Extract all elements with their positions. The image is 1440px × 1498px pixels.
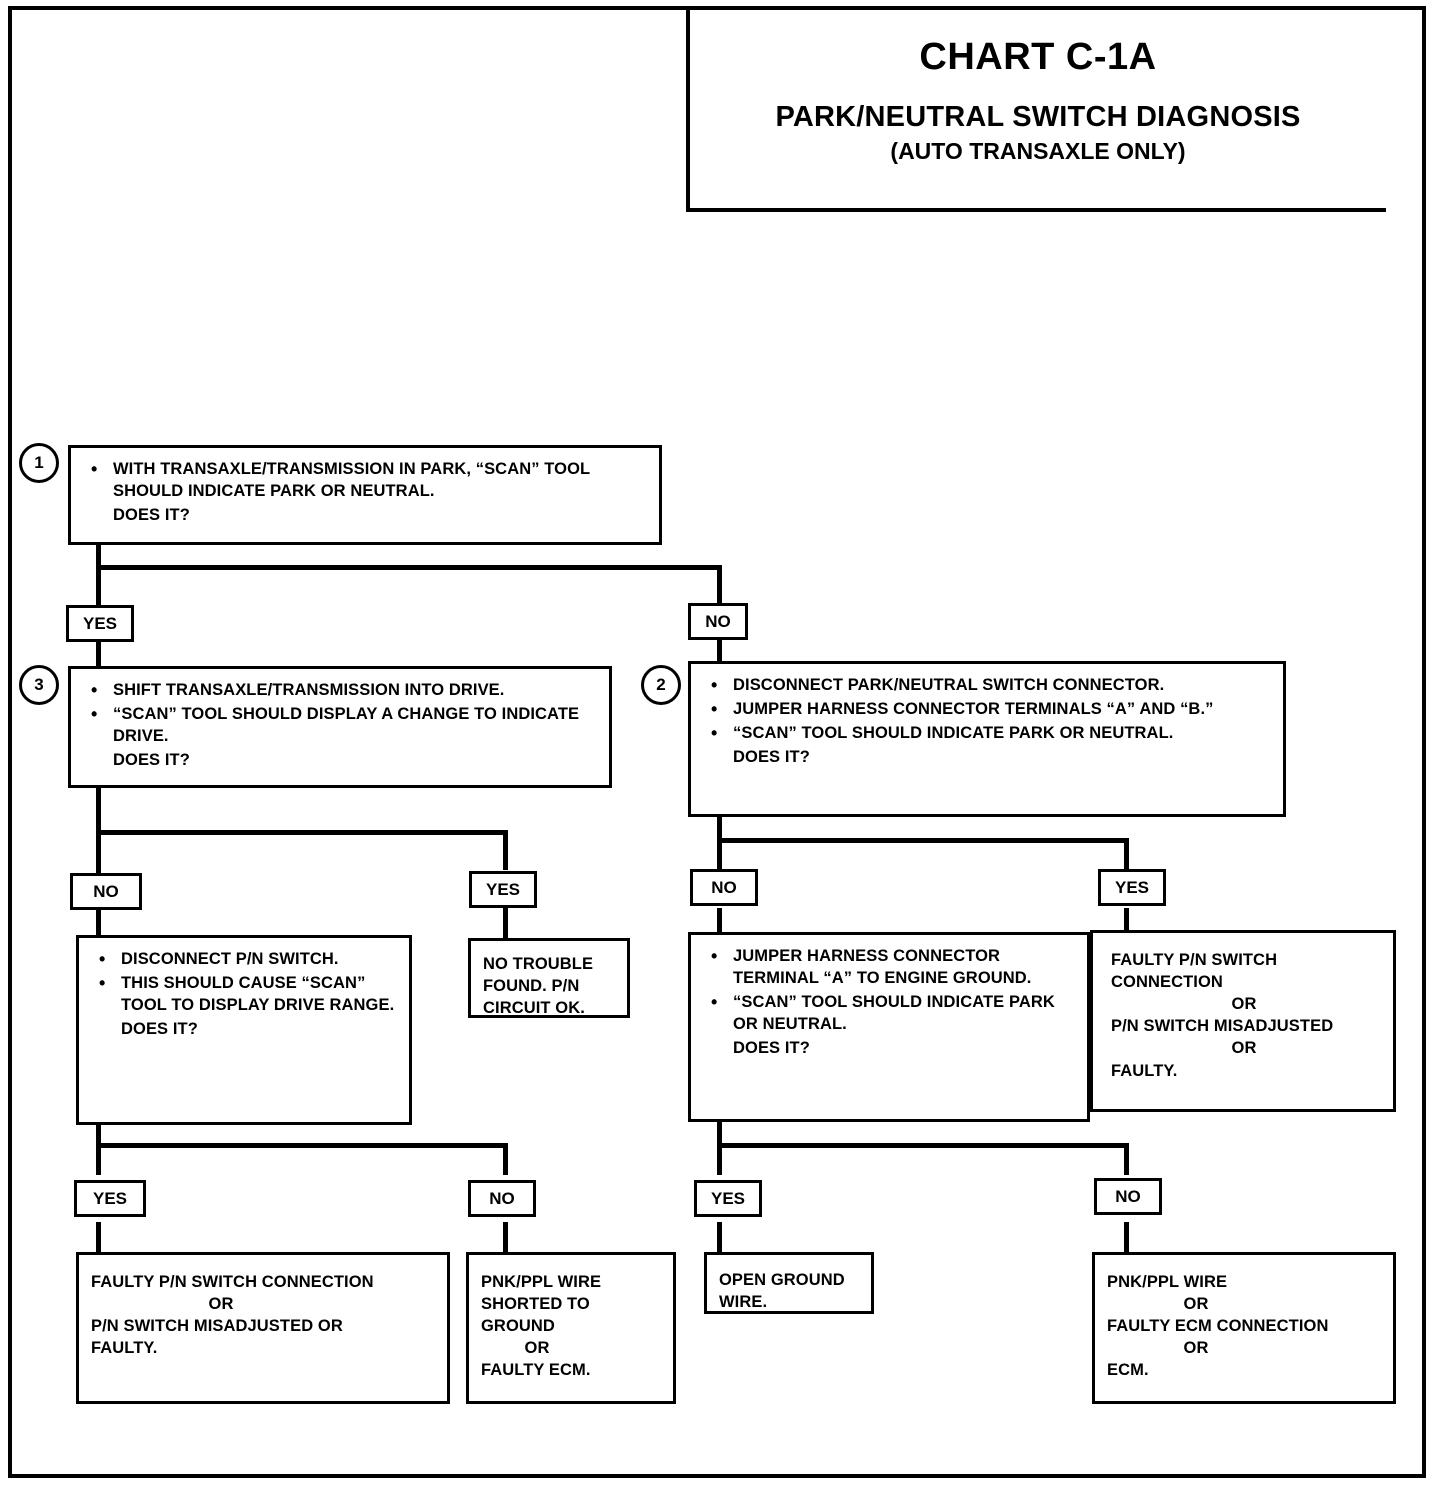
- connector-line: [96, 830, 101, 878]
- connector-line: [96, 565, 722, 570]
- node-line: GROUND: [481, 1317, 555, 1336]
- node-line: WIRE.: [719, 1293, 768, 1312]
- connector-line: [717, 1143, 722, 1175]
- node-bullet: • DISCONNECT P/N SWITCH.: [91, 948, 399, 970]
- node-line: FAULTY ECM.: [481, 1361, 591, 1380]
- node-line: FAULTY P/N SWITCH: [1111, 951, 1278, 969]
- node-bullet: • WITH TRANSAXLE/TRANSMISSION IN PARK, “SCAN” TOOL SHOULD INDICATE PARK OR NEUTRAL.: [83, 458, 649, 502]
- connector-line: [96, 1222, 101, 1254]
- node-line: FAULTY ECM CONNECTION: [1107, 1317, 1329, 1336]
- connector-line: [1124, 1143, 1129, 1175]
- connector-line: [1124, 1222, 1129, 1254]
- connector-line: [717, 1222, 722, 1254]
- node-line: NO TROUBLE: [483, 955, 594, 973]
- node-line: CIRCUIT OK.: [483, 999, 585, 1018]
- node-pnk-ppl-or-ecm: [1092, 1252, 1396, 1404]
- node-question: DOES IT?: [733, 1039, 810, 1058]
- branch-label-yes: YES: [66, 605, 134, 642]
- node-line: FOUND. P/N: [483, 977, 580, 996]
- node-line: OR: [1183, 1295, 1209, 1314]
- branch-label-no: NO: [1094, 1178, 1162, 1215]
- node-bullet: • JUMPER HARNESS CONNECTOR TERMINAL “A” TO ENGINE GROUND.: [703, 945, 1077, 989]
- node-line: OR: [1231, 1039, 1257, 1058]
- node-faulty-pn-switch-left: [76, 1252, 450, 1404]
- node-line: OR: [1231, 995, 1257, 1014]
- connector-line: [503, 830, 508, 870]
- connector-line: [717, 565, 722, 605]
- node-line: FAULTY.: [1111, 1061, 1178, 1080]
- branch-label-yes: YES: [469, 871, 537, 908]
- connector-line: [96, 640, 101, 668]
- node-jumper-to-engine-ground: [688, 932, 1090, 1122]
- connector-line: [1124, 838, 1129, 872]
- node-line: OPEN GROUND: [719, 1271, 845, 1289]
- node-line: PNK/PPL WIRE: [1107, 1273, 1228, 1291]
- node-open-ground-wire: [704, 1252, 874, 1314]
- connector-line: [96, 788, 101, 830]
- node-line: OR: [208, 1295, 234, 1314]
- chart-subtitle: (AUTO TRANSAXLE ONLY): [890, 138, 1186, 164]
- node-question: DOES IT?: [113, 506, 190, 525]
- node-step-3: [68, 666, 612, 788]
- chart-title: PARK/NEUTRAL SWITCH DIAGNOSIS: [775, 101, 1301, 133]
- node-line: P/N SWITCH MISADJUSTED OR: [91, 1317, 343, 1336]
- connector-line: [96, 830, 508, 835]
- node-line: SHORTED TO: [481, 1295, 590, 1314]
- node-line: FAULTY P/N SWITCH CONNECTION: [91, 1273, 374, 1291]
- connector-line: [717, 1143, 1127, 1148]
- node-bullet: • “SCAN” TOOL SHOULD INDICATE PARK OR NEUTRAL.: [703, 722, 1273, 744]
- node-bullet: • “SCAN” TOOL SHOULD INDICATE PARK OR NEUTRAL.: [703, 991, 1077, 1035]
- connector-line: [503, 1222, 508, 1254]
- branch-label-no: NO: [690, 869, 758, 906]
- node-bullet: • THIS SHOULD CAUSE “SCAN” TOOL TO DISPLAY DRIVE RANGE.: [91, 972, 399, 1016]
- connector-line: [717, 838, 1127, 843]
- node-line: PNK/PPL WIRE: [481, 1273, 602, 1291]
- node-line: FAULTY.: [91, 1339, 158, 1358]
- connector-line: [503, 1143, 508, 1175]
- step-number-3: 3: [19, 665, 59, 705]
- node-line: OR: [1183, 1339, 1209, 1358]
- node-question: DOES IT?: [121, 1020, 198, 1039]
- node-pnk-ppl-shorted: [466, 1252, 676, 1404]
- connector-line: [503, 908, 508, 940]
- branch-label-no: NO: [688, 603, 748, 640]
- node-question: DOES IT?: [113, 751, 190, 770]
- connector-line: [96, 1143, 508, 1148]
- node-faulty-pn-switch-right: [1090, 930, 1396, 1112]
- branch-label-no: NO: [468, 1180, 536, 1217]
- node-step-2: [688, 661, 1286, 817]
- branch-label-yes: YES: [1098, 869, 1166, 906]
- node-line: CONNECTION: [1111, 973, 1223, 992]
- connector-line: [96, 1143, 101, 1175]
- branch-label-yes: YES: [74, 1180, 146, 1217]
- node-disconnect-pn-switch: [76, 935, 412, 1125]
- chart-id: CHART C-1A: [919, 36, 1157, 78]
- node-line: P/N SWITCH MISADJUSTED: [1111, 1017, 1334, 1036]
- connector-line: [96, 908, 101, 936]
- node-bullet: • “SCAN” TOOL SHOULD DISPLAY A CHANGE TO INDICATE DRIVE.: [83, 703, 599, 747]
- branch-label-yes: YES: [694, 1180, 762, 1217]
- node-bullet: • JUMPER HARNESS CONNECTOR TERMINALS “A” AND “B.”: [703, 698, 1273, 720]
- branch-label-no: NO: [70, 873, 142, 910]
- step-number-1: 1: [19, 443, 59, 483]
- node-no-trouble-found: [468, 938, 630, 1018]
- node-question: DOES IT?: [733, 748, 810, 767]
- node-line: OR: [524, 1339, 550, 1358]
- node-bullet: • SHIFT TRANSAXLE/TRANSMISSION INTO DRIVE.: [83, 679, 599, 701]
- node-line: ECM.: [1107, 1361, 1149, 1380]
- step-number-2: 2: [641, 665, 681, 705]
- node-bullet: • DISCONNECT PARK/NEUTRAL SWITCH CONNECTOR.: [703, 674, 1273, 696]
- title-block: [686, 8, 1386, 212]
- node-step-1: [68, 445, 662, 545]
